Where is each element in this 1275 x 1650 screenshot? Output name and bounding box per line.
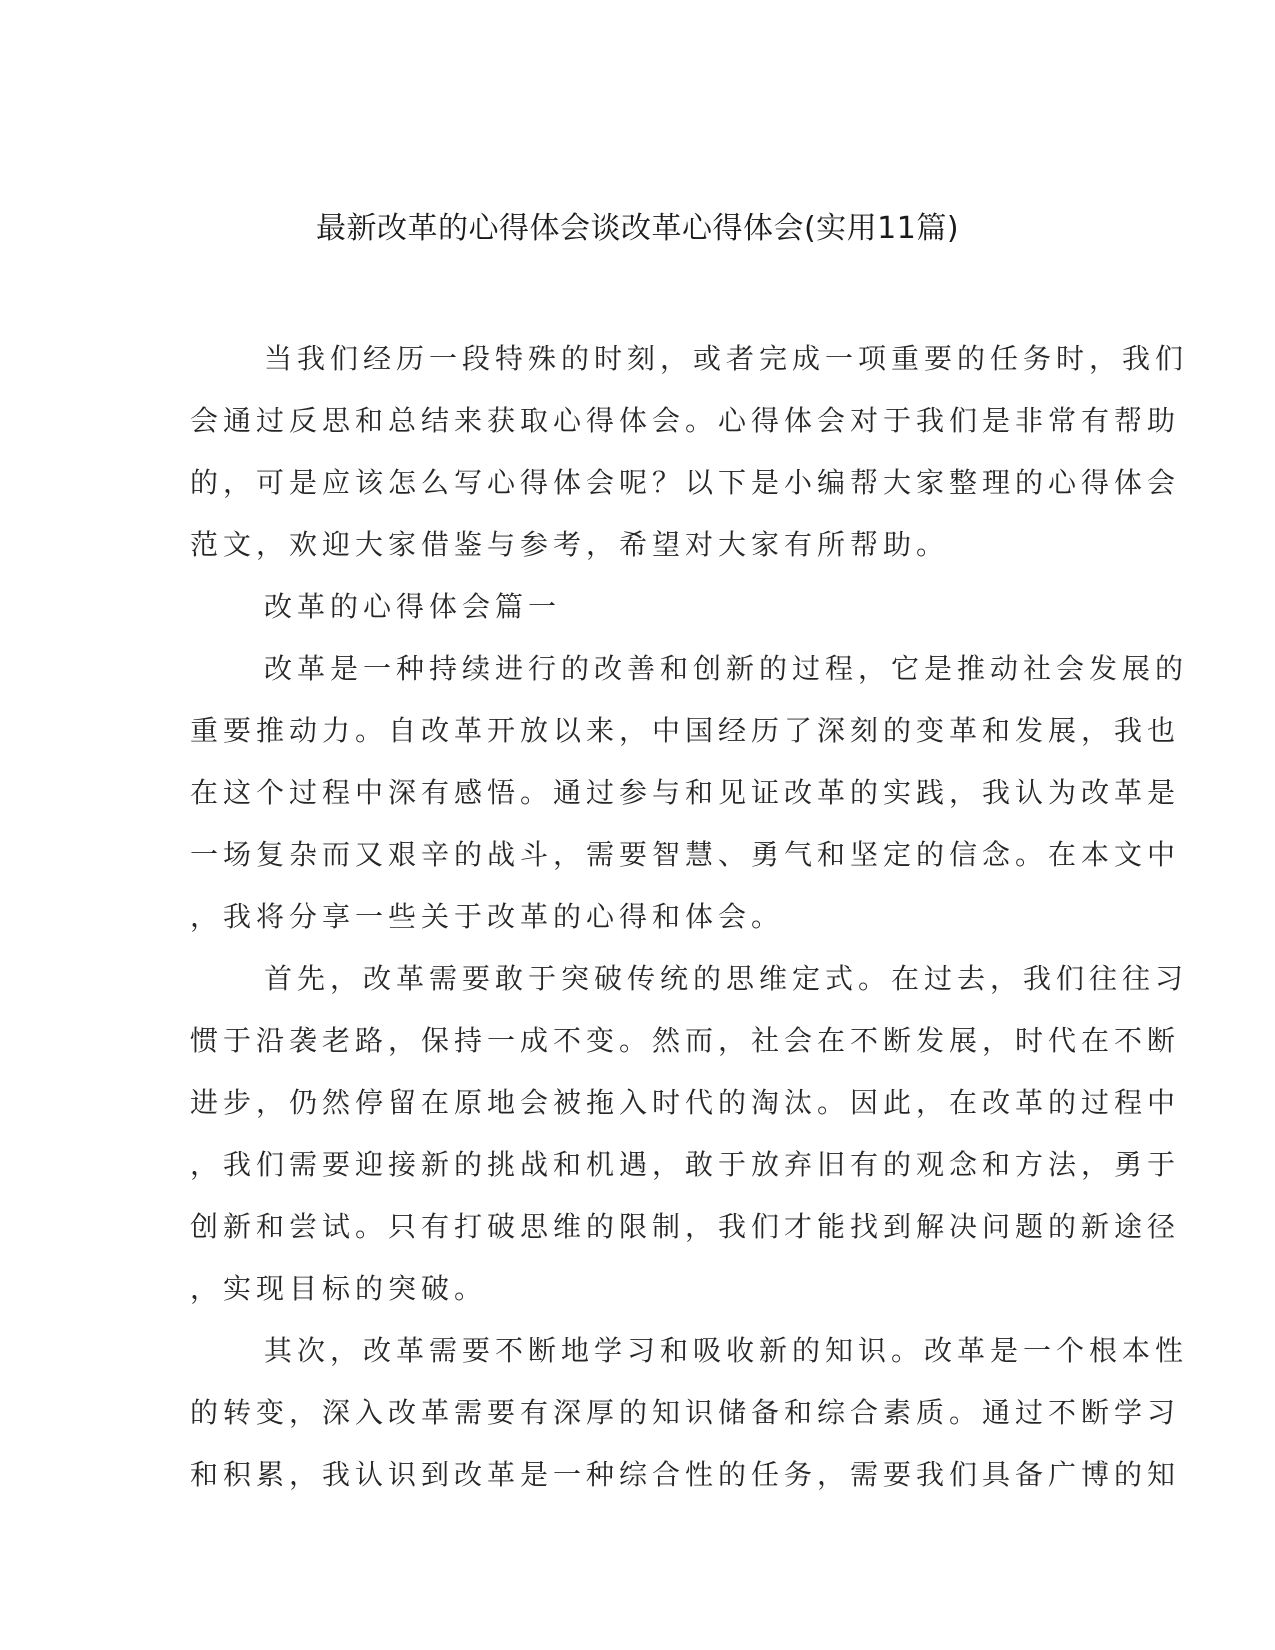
text-line: 会通过反思和总结来获取心得体会。心得体会对于我们是非常有帮助 xyxy=(190,404,1181,437)
text-line: 惯于沿袭老路，保持一成不变。然而，社会在不断发展，时代在不断 xyxy=(190,1024,1181,1057)
text-line: 重要推动力。自改革开放以来，中国经历了深刻的变革和发展，我也 xyxy=(190,714,1181,747)
text-line: 一场复杂而又艰辛的战斗，需要智慧、勇气和坚定的信念。在本文中 xyxy=(190,838,1181,871)
document-body xyxy=(190,328,1189,1506)
text-line: 范文，欢迎大家借鉴与参考，希望对大家有所帮助。 xyxy=(190,528,950,561)
text-line: 改革是一种持续进行的改善和创新的过程，它是推动社会发展的 xyxy=(264,652,1189,685)
text-line: ，实现目标的突破。 xyxy=(190,1272,488,1305)
text-line: 进步，仍然停留在原地会被拖入时代的淘汰。因此，在改革的过程中 xyxy=(190,1086,1181,1119)
text-line: ，我们需要迎接新的挑战和机遇，敢于放弃旧有的观念和方法，勇于 xyxy=(190,1148,1181,1181)
text-line: 改革的心得体会篇一 xyxy=(264,590,562,623)
text-line: 的转变，深入改革需要有深厚的知识储备和综合素质。通过不断学习 xyxy=(190,1396,1181,1429)
text-line: 在这个过程中深有感悟。通过参与和见证改革的实践，我认为改革是 xyxy=(190,776,1181,809)
text-line: 和积累，我认识到改革是一种综合性的任务，需要我们具备广博的知 xyxy=(190,1458,1181,1491)
text-line: 首先，改革需要敢于突破传统的思维定式。在过去，我们往往习 xyxy=(264,962,1189,995)
text-line: 的，可是应该怎么写心得体会呢？以下是小编帮大家整理的心得体会 xyxy=(190,466,1181,499)
text-line: ，我将分享一些关于改革的心得和体会。 xyxy=(190,900,785,933)
text-line: 当我们经历一段特殊的时刻，或者完成一项重要的任务时，我们 xyxy=(264,342,1189,375)
text-line: 创新和尝试。只有打破思维的限制，我们才能找到解决问题的新途径 xyxy=(190,1210,1181,1243)
text-line: 其次，改革需要不断地学习和吸收新的知识。改革是一个根本性 xyxy=(264,1334,1189,1367)
document-title: 最新改革的心得体会谈改革心得体会(实用11篇) xyxy=(315,211,960,246)
